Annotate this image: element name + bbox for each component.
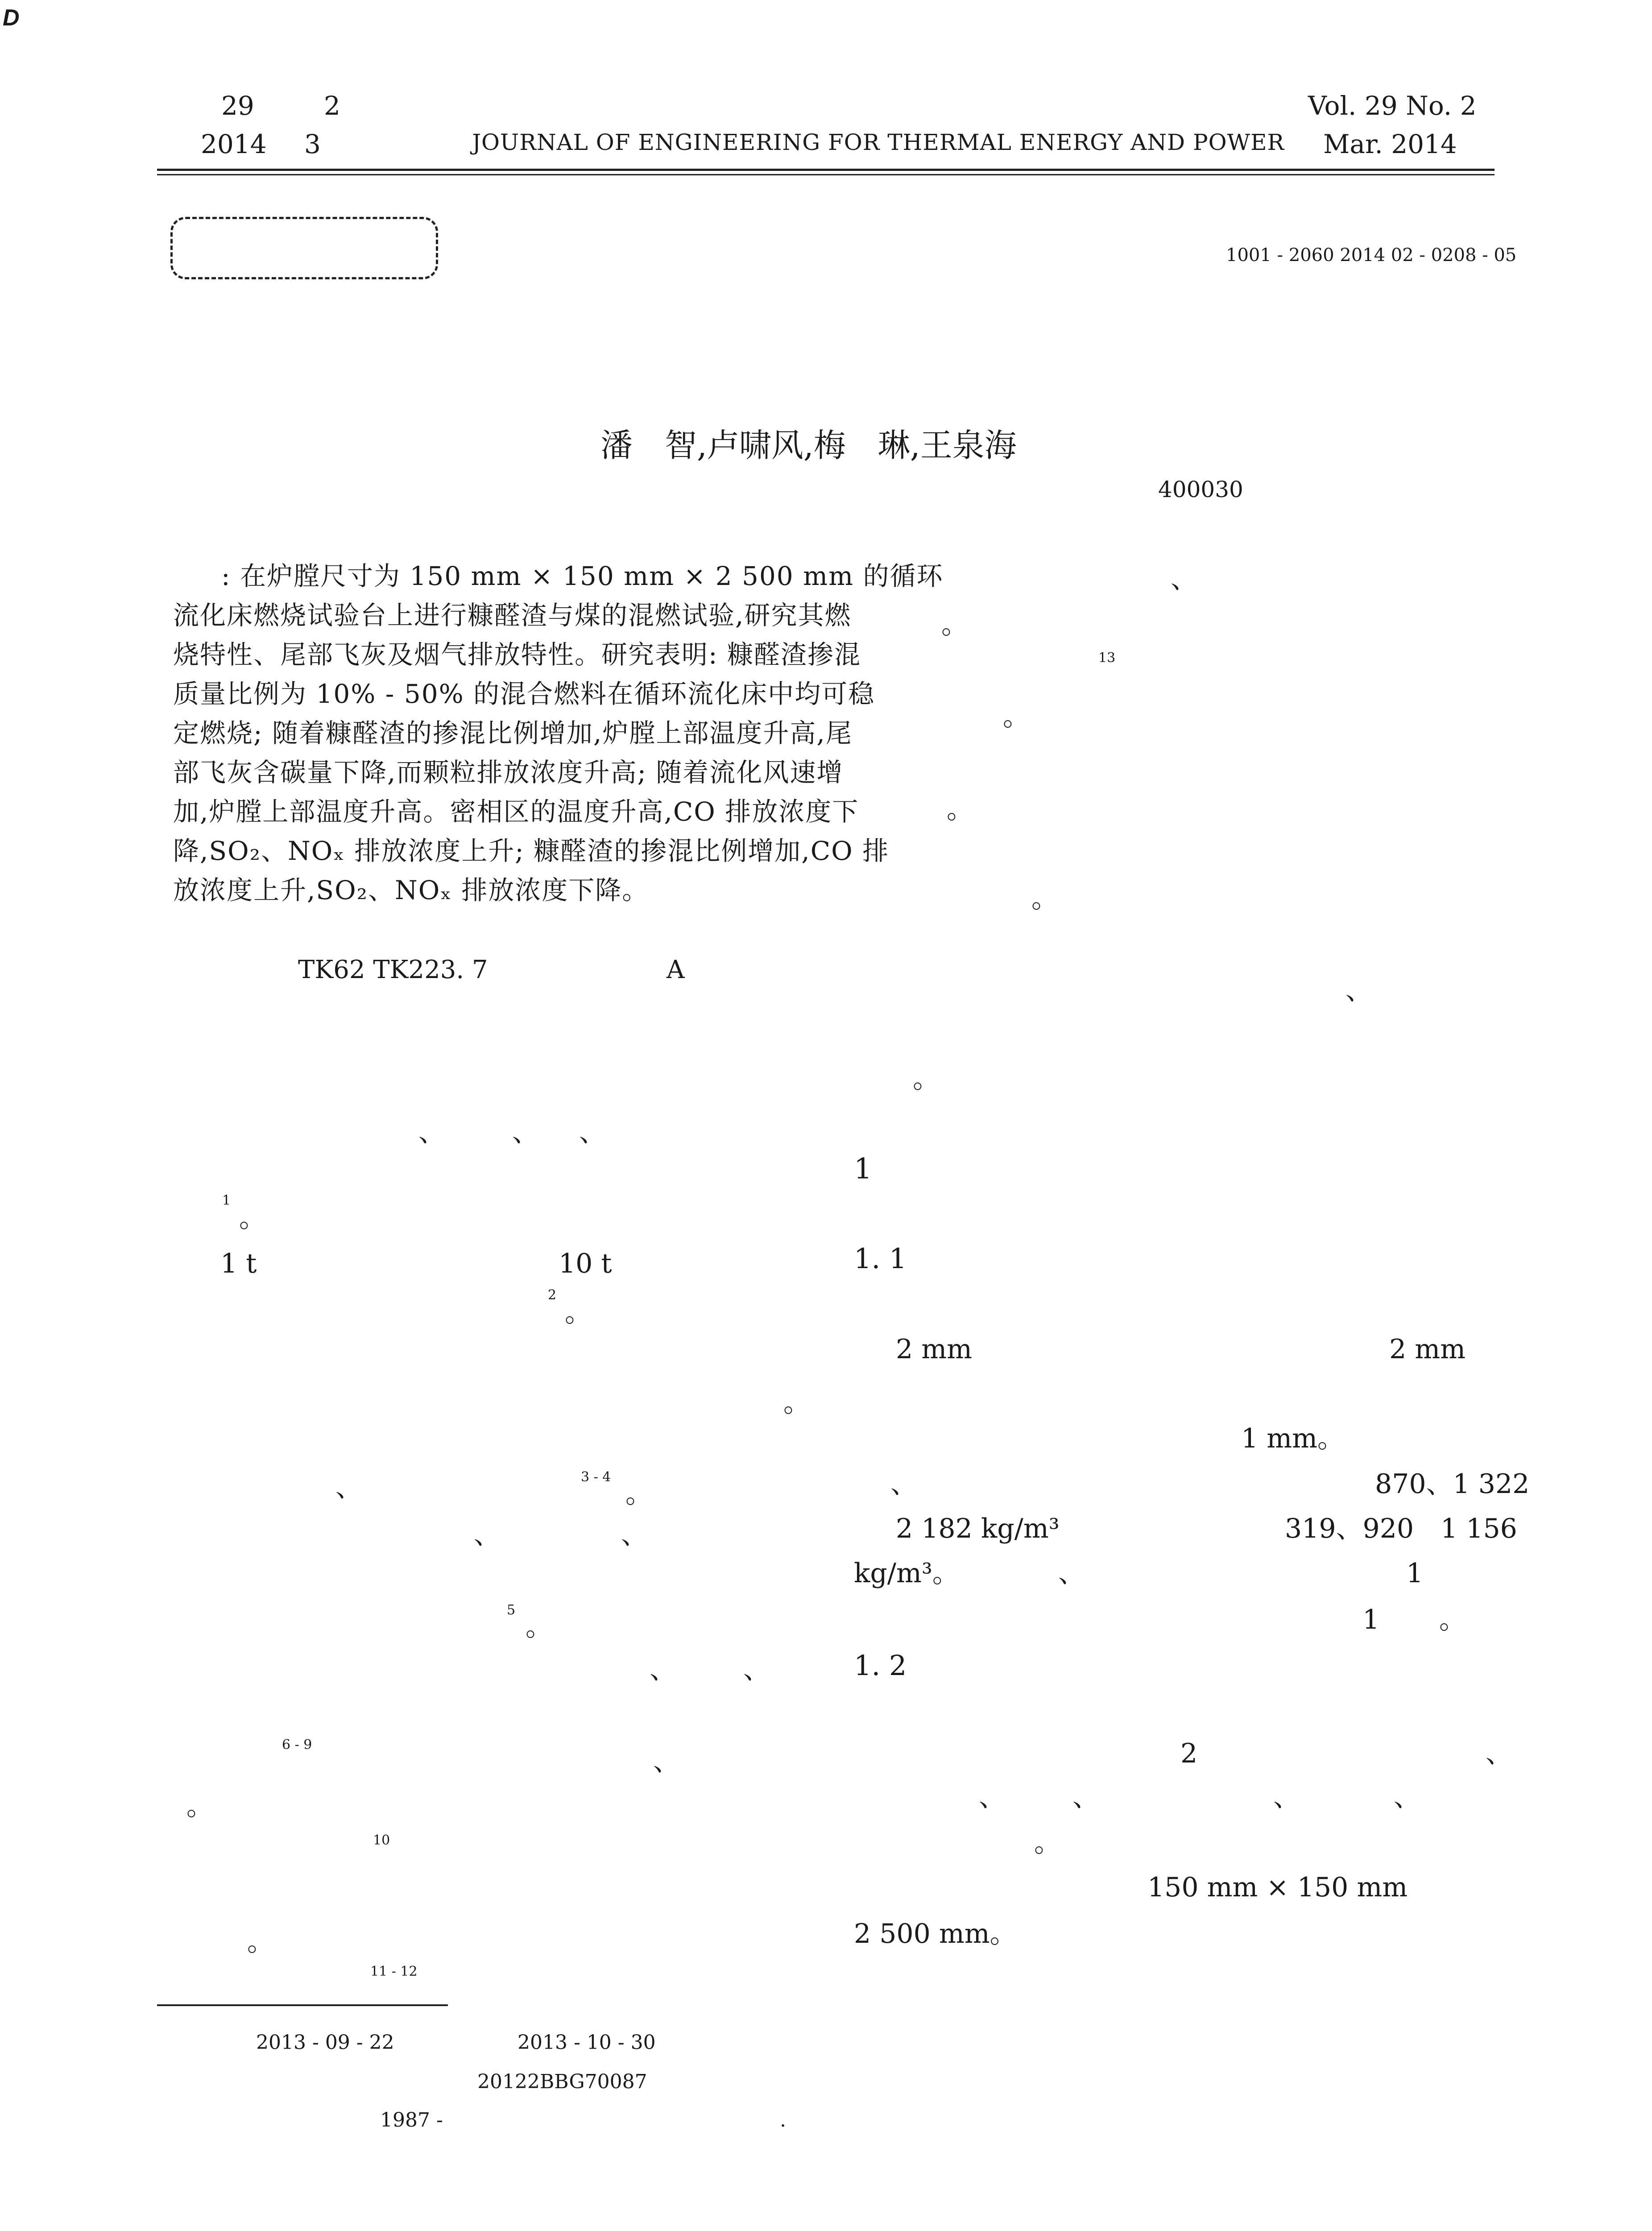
right-fragment: 、 、 、 、 [979,1782,1420,1813]
right-fragment: 2 [1180,1738,1198,1769]
article-number: 1001 - 2060 2014 02 - 0208 - 05 [1226,245,1517,265]
left-fragment: 。 [186,1791,213,1822]
abstract-line: 部飞灰含碳量下降,而颗粒排放浓度升高; 随着流化风速增 [173,757,844,788]
right-fragment: 1 mm。 [1241,1423,1345,1454]
right-fragment: 319、920 1 156 [1285,1513,1517,1544]
section-1-heading: 1 [854,1153,872,1186]
header-rule-top [157,169,1495,171]
received-date: 2013 - 09 - 22 [256,2031,394,2054]
right-fragment: 870、1 322 [1375,1468,1530,1500]
abstract-line: 定燃烧; 随着糠醛渣的掺混比例增加,炉膛上部温度升高,尾 [173,718,853,748]
abstract-line: 降,SO₂、NOₓ 排放浓度上升; 糠醛渣的掺混比例增加,CO 排 [173,836,890,866]
right-fragment: 。 [941,609,968,640]
abstract-line: 放浓度上升,SO₂、NOₓ 排放浓度下降。 [173,875,649,905]
left-fragment: 1 t [220,1248,257,1279]
section-1-2-heading: 1. 2 [854,1649,907,1682]
right-fragment: 、 [1486,1738,1512,1769]
authors: 潘 智,卢啸风,梅 琳,王泉海 [600,427,1017,464]
ref-sup: 11 - 12 [370,1964,418,1979]
left-fragment: 。 [565,1297,592,1328]
postcode: 400030 [1158,477,1243,502]
left-fragment: 、 [335,1472,362,1503]
right-fragment: 。 [1034,1827,1061,1858]
left-fragment: 。 [783,1387,810,1418]
header-vol-cn: 29 [221,91,254,121]
right-fragment: 2 500 mm。 [854,1918,1017,1949]
right-fragment: 。 [913,1063,940,1095]
right-fragment: 。 [1439,1604,1466,1635]
right-fragment: 。 [1003,701,1030,732]
footnote-dot: . [780,2109,786,2131]
header-year-cn: 2014 [201,129,267,159]
ref-sup: 3 - 4 [581,1469,611,1485]
right-fragment: 2 mm [896,1334,973,1365]
right-fragment: 2 182 kg/m³ [896,1513,1060,1544]
right-fragment: 、 [1171,564,1197,595]
header-rule-bottom [157,174,1495,175]
header-issue-cn: 2 [324,91,340,121]
right-fragment: 、 [1346,975,1372,1006]
revised-date: 2013 - 10 - 30 [518,2031,656,2054]
abstract-line: 烧特性、尾部飞灰及烟气排放特性。研究表明: 糠醛渣掺混 [173,639,861,670]
right-fragment: 、 [1058,1558,1085,1589]
abstract-line: : 在炉膛尺寸为 150 mm × 150 mm × 2 500 mm 的循环 [221,561,944,591]
section-label-box [170,217,438,279]
right-fragment: 。 [1031,883,1058,914]
left-fragment: 、 、 、 [418,1117,606,1148]
fund-number: 20122BBG70087 [477,2070,647,2093]
document-code: A [667,955,685,984]
left-fragment: 。 [247,1926,274,1957]
ref-sup: 2 [548,1287,557,1303]
abstract-line: 加,炉膛上部温度升高。密相区的温度升高,CO 排放浓度下 [173,796,859,827]
header-date-en: Mar. 2014 [1323,129,1457,159]
left-fragment: 。 [625,1478,652,1509]
header-month-cn: 3 [304,129,321,159]
right-fragment: kg/m³。 [854,1558,959,1589]
journal-title: JOURNAL OF ENGINEERING FOR THERMAL ENERGY AND POWER [472,129,1285,155]
right-fragment: 2 mm [1389,1334,1466,1365]
ref-sup: 13 [1098,650,1116,666]
left-fragment: 。 [526,1611,552,1642]
left-fragment: 、 、 [650,1654,770,1685]
abstract-line: 质量比例为 10% - 50% 的混合燃料在循环流化床中均可稳 [173,679,875,709]
right-fragment: 150 mm × 150 mm [1147,1872,1408,1903]
section-1-1-heading: 1. 1 [854,1242,907,1275]
left-fragment: 、 、 [474,1519,648,1551]
ref-sup: 10 [373,1833,390,1848]
ref-sup: 1 [222,1193,231,1208]
left-fragment: 、 [653,1746,680,1777]
ref-sup: 6 - 9 [282,1737,312,1753]
right-fragment: 、 [890,1468,917,1500]
right-fragment: 1 [1362,1604,1380,1635]
header-vol-en: Vol. 29 No. 2 [1308,91,1477,121]
author-born: 1987 - [380,2109,443,2131]
clc-number: TK62 TK223. 7 [298,955,488,984]
ref-sup: 5 [507,1602,516,1618]
left-fragment: 10 t [559,1248,612,1279]
right-fragment: 。 [947,794,973,825]
left-fragment: 。 [239,1203,266,1234]
corner-mark: D [3,5,20,31]
right-fragment: 1 [1406,1558,1424,1589]
footnote-rule [157,2004,448,2006]
abstract-line: 流化床燃烧试验台上进行糠醛渣与煤的混燃试验,研究其燃 [173,600,852,630]
